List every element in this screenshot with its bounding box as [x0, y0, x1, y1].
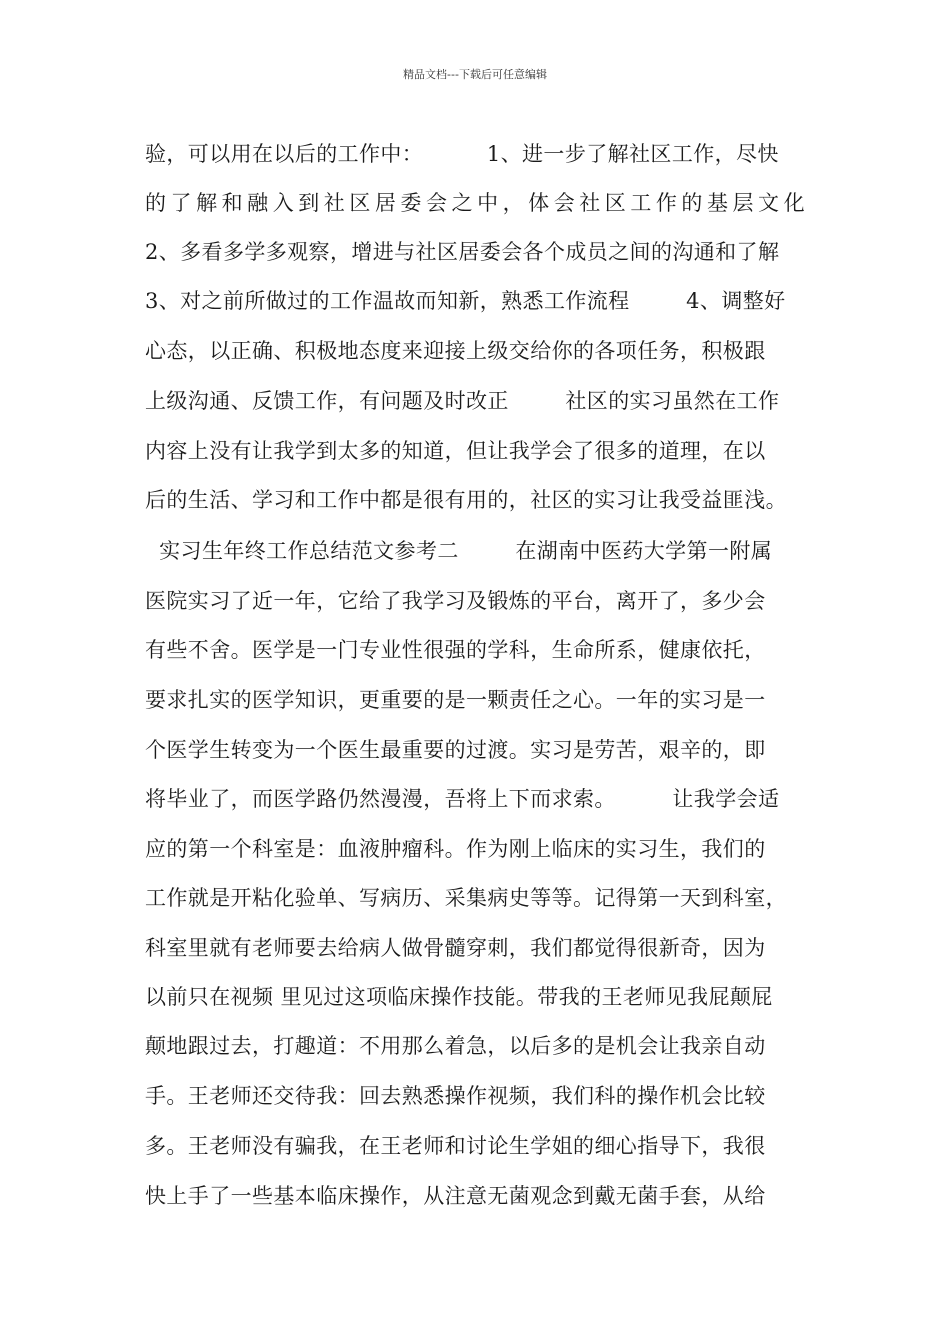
- body-line: 2、多看多学多观察，增进与社区居委会各个成员之间的沟通和了解: [145, 240, 780, 264]
- body-line: 后的生活、学习和工作中都是很有用的，社区的实习让我受益匪浅。: [145, 488, 787, 512]
- body-line: 有些不舍。医学是一门专业性很强的学科，生命所系，健康依托，: [145, 638, 766, 662]
- body-line: 手。王老师还交待我：回去熟悉操作视频，我们科的操作机会比较: [145, 1084, 766, 1108]
- body-line: 工作就是开粘化验单、写病历、采集病史等等。记得第一天到科室，: [145, 886, 787, 910]
- body-line: 验，可以用在以后的工作中： 1、进一步了解社区工作，尽快: [145, 142, 779, 166]
- body-line: 的了解和融入到社区居委会之中，体会社区工作的基层文化: [145, 191, 805, 215]
- body-line: 多。王老师没有骗我，在王老师和讨论生学姐的细心指导下，我很: [145, 1134, 766, 1158]
- body-line: 要求扎实的医学知识，更重要的是一颗责任之心。一年的实习是一: [145, 688, 766, 712]
- body-line: 实习生年终工作总结范文参考二 在湖南中医药大学第一附属: [145, 539, 773, 563]
- body-line: 上级沟通、反馈工作，有问题及时改正 社区的实习虽然在工作: [145, 389, 780, 413]
- body-line: 内容上没有让我学到太多的知道，但让我学会了很多的道理，在以: [145, 439, 766, 463]
- body-line: 以前只在视频 里见过这项临床操作技能。带我的王老师见我屁颠屁: [145, 985, 773, 1009]
- body-line: 个医学生转变为一个医生最重要的过渡。实习是劳苦，艰辛的，即: [145, 738, 766, 762]
- page-header: 精品文档---下载后可任意编辑: [403, 68, 547, 81]
- body-line: 心态，以正确、积极地态度来迎接上级交给你的各项任务，积极跟: [145, 339, 766, 363]
- body-line: 应的第一个科室是：血液肿瘤科。作为刚上临床的实习生，我们的: [145, 837, 766, 861]
- body-line: 将毕业了，而医学路仍然漫漫，吾将上下而求索。 让我学会适: [145, 787, 780, 811]
- body-line: 快上手了一些基本临床操作，从注意无菌观念到戴无菌手套，从给: [145, 1184, 766, 1208]
- body-line: 颠地跟过去，打趣道：不用那么着急，以后多的是机会让我亲自动: [145, 1034, 766, 1058]
- body-line: 科室里就有老师要去给病人做骨髓穿刺，我们都觉得很新奇，因为: [145, 936, 766, 960]
- body-line: 医院实习了近一年，它给了我学习及锻炼的平台，离开了，多少会: [145, 589, 766, 613]
- body-line: 3、对之前所做过的工作温故而知新，熟悉工作流程 4、调整好: [145, 289, 786, 313]
